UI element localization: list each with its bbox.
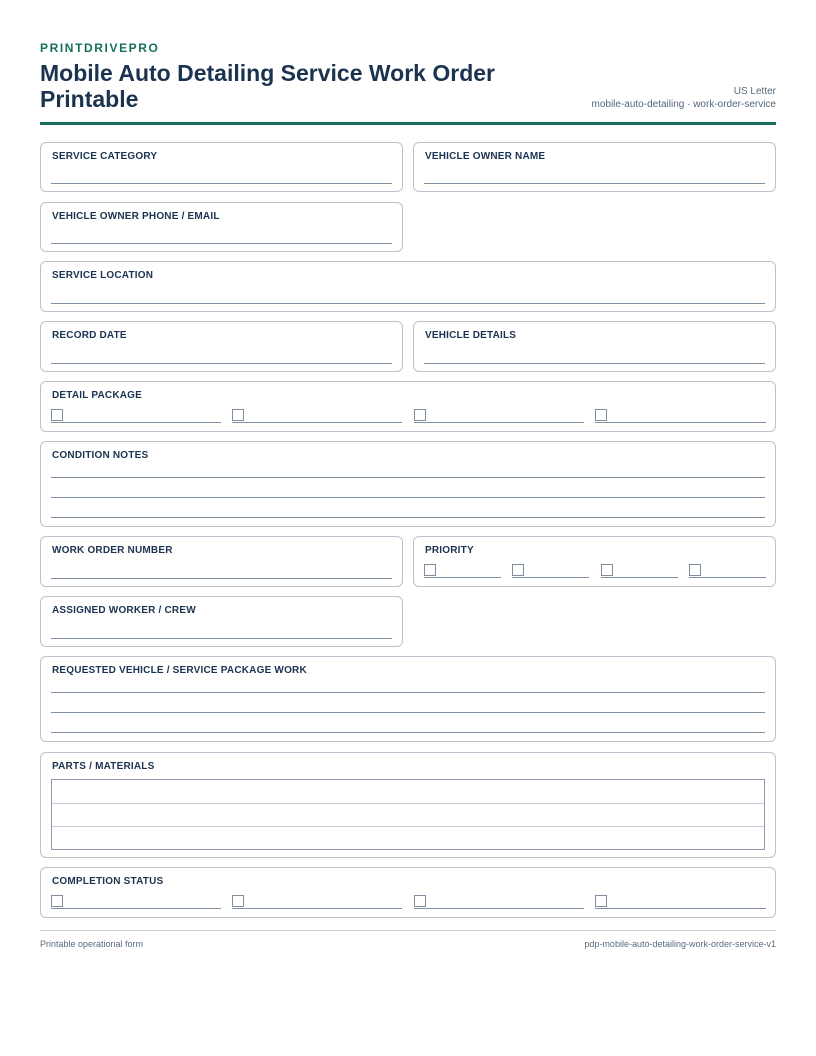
priority-field xyxy=(413,536,776,587)
requested-work-label: REQUESTED VEHICLE / SERVICE PACKAGE WORK xyxy=(52,665,307,676)
requested-work-line-1[interactable] xyxy=(51,692,765,693)
priority-option-2-line[interactable] xyxy=(512,577,589,578)
detail-package-checkbox-1[interactable] xyxy=(51,409,63,421)
completion-status-checkbox-4[interactable] xyxy=(595,895,607,907)
detail-package-option-2-line[interactable] xyxy=(232,422,402,423)
assigned-worker-field xyxy=(40,596,403,647)
condition-notes-label: CONDITION NOTES xyxy=(52,450,149,461)
record-date-field xyxy=(40,321,403,372)
work-order-number-input[interactable] xyxy=(51,578,392,579)
table-row-divider-2 xyxy=(52,826,764,827)
vehicle-owner-name-input[interactable] xyxy=(424,183,765,184)
condition-notes-line-2[interactable] xyxy=(51,497,765,498)
service-location-input[interactable] xyxy=(51,303,765,304)
completion-status-checkbox-1[interactable] xyxy=(51,895,63,907)
priority-option-3-line[interactable] xyxy=(601,577,678,578)
priority-checkbox-1[interactable] xyxy=(424,564,436,576)
completion-status-option-1-line[interactable] xyxy=(51,908,221,909)
requested-work-line-3[interactable] xyxy=(51,732,765,733)
vehicle-owner-contact-field xyxy=(40,202,403,252)
footer-divider xyxy=(40,930,776,931)
priority-checkbox-2[interactable] xyxy=(512,564,524,576)
service-location-field xyxy=(40,261,776,312)
priority-option-1-line[interactable] xyxy=(424,577,501,578)
vehicle-details-label: VEHICLE DETAILS xyxy=(425,330,517,341)
footer-form-id: pdp-mobile-auto-detailing-work-order-service-v1 xyxy=(584,939,776,949)
service-location-label: SERVICE LOCATION xyxy=(52,270,154,281)
document-slug: mobile-auto-detailing · work-order-service xyxy=(591,99,776,110)
vehicle-owner-name-field xyxy=(413,142,776,192)
brand-name: PRINTDRIVEPRO xyxy=(40,41,160,55)
completion-status-option-4-line[interactable] xyxy=(595,908,766,909)
completion-status-label: COMPLETION STATUS xyxy=(52,876,164,887)
completion-status-option-2-line[interactable] xyxy=(232,908,402,909)
parts-materials-label: PARTS / MATERIALS xyxy=(52,761,155,772)
detail-package-field xyxy=(40,381,776,432)
document-meta xyxy=(591,85,776,111)
assigned-worker-input[interactable] xyxy=(51,638,392,639)
completion-status-checkbox-3[interactable] xyxy=(414,895,426,907)
vehicle-owner-contact-input[interactable] xyxy=(51,243,392,244)
completion-status-option-3-line[interactable] xyxy=(414,908,584,909)
table-row-divider-1 xyxy=(52,803,764,804)
detail-package-checkbox-3[interactable] xyxy=(414,409,426,421)
service-category-input[interactable] xyxy=(51,183,392,184)
detail-package-checkbox-4[interactable] xyxy=(595,409,607,421)
detail-package-option-1-line[interactable] xyxy=(51,422,221,423)
vehicle-details-input[interactable] xyxy=(424,363,765,364)
priority-checkbox-4[interactable] xyxy=(689,564,701,576)
page-title: Mobile Auto Detailing Service Work Order Printable xyxy=(40,60,495,112)
paper-size: US Letter xyxy=(733,86,776,97)
record-date-input[interactable] xyxy=(51,363,392,364)
detail-package-checkbox-2[interactable] xyxy=(232,409,244,421)
parts-materials-table[interactable] xyxy=(51,779,765,850)
detail-package-option-3-line[interactable] xyxy=(414,422,584,423)
condition-notes-line-1[interactable] xyxy=(51,477,765,478)
condition-notes-line-3[interactable] xyxy=(51,517,765,518)
condition-notes-field xyxy=(40,441,776,527)
parts-materials-field xyxy=(40,752,776,858)
footer-left-text: Printable operational form xyxy=(40,939,144,949)
vehicle-details-field xyxy=(413,321,776,372)
priority-label: PRIORITY xyxy=(425,545,474,556)
service-category-label: SERVICE CATEGORY xyxy=(52,151,158,162)
detail-package-label: DETAIL PACKAGE xyxy=(52,390,143,401)
priority-checkbox-3[interactable] xyxy=(601,564,613,576)
service-category-field xyxy=(40,142,403,192)
work-order-number-label: WORK ORDER NUMBER xyxy=(52,545,173,556)
work-order-number-field xyxy=(40,536,403,587)
requested-work-line-2[interactable] xyxy=(51,712,765,713)
detail-package-option-4-line[interactable] xyxy=(595,422,766,423)
record-date-label: RECORD DATE xyxy=(52,330,127,341)
completion-status-field xyxy=(40,867,776,918)
vehicle-owner-contact-label: VEHICLE OWNER PHONE / EMAIL xyxy=(52,211,220,222)
vehicle-owner-name-label: VEHICLE OWNER NAME xyxy=(425,151,546,162)
requested-work-field xyxy=(40,656,776,742)
completion-status-checkbox-2[interactable] xyxy=(232,895,244,907)
header-divider xyxy=(40,122,776,125)
assigned-worker-label: ASSIGNED WORKER / CREW xyxy=(52,605,196,616)
priority-option-4-line[interactable] xyxy=(689,577,766,578)
